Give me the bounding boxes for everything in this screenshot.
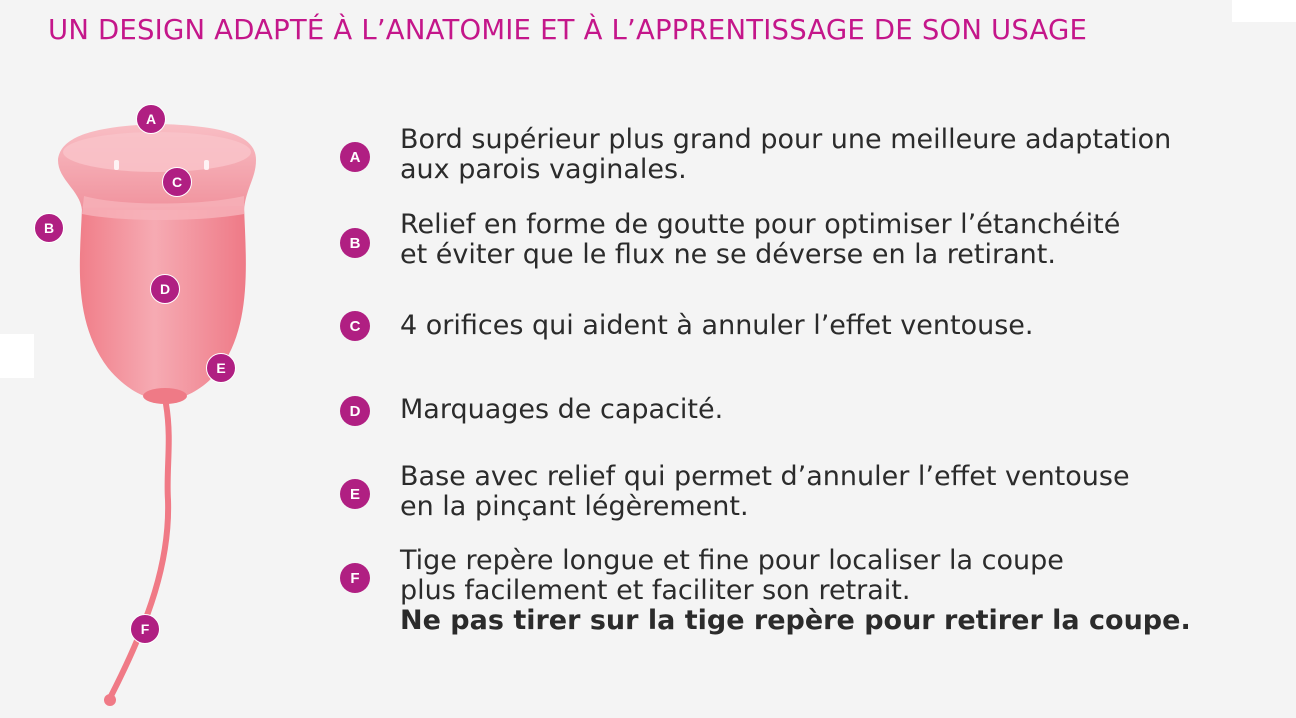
stem-tip bbox=[104, 694, 116, 706]
marker-d: D bbox=[150, 274, 180, 304]
cup-stem bbox=[110, 404, 169, 698]
item-f-badge: F bbox=[340, 563, 370, 593]
item-a-text bbox=[400, 125, 1171, 185]
marker-b: B bbox=[34, 213, 64, 243]
item-a-badge: A bbox=[340, 142, 370, 172]
item-c-line-1: 4 orifices qui aident à annuler l’effet ventouse. bbox=[400, 310, 1034, 341]
item-c-badge: C bbox=[340, 311, 370, 341]
item-b-line-2: et éviter que le flux ne se déverse en la retirant. bbox=[400, 239, 1056, 270]
item-e-text bbox=[400, 462, 1130, 522]
item-f-warning: Ne pas tirer sur la tige repère pour retirer la coupe. bbox=[400, 605, 1191, 636]
item-f-line-1: Tige repère longue et fine pour localiser la coupe bbox=[400, 545, 1064, 576]
marker-a: A bbox=[136, 104, 166, 134]
item-a-line-1: Bord supérieur plus grand pour une meilleure adaptation bbox=[400, 124, 1172, 155]
item-f-line-2: plus facilement et faciliter son retrait. bbox=[400, 575, 911, 606]
item-c-text bbox=[400, 311, 1033, 341]
item-e-line-2: en la pinçant légèrement. bbox=[400, 491, 749, 522]
cup-opening bbox=[63, 132, 251, 172]
item-e-line-1: Base avec relief qui permet d’annuler l’effet ventouse bbox=[400, 461, 1130, 492]
item-d-text bbox=[400, 395, 723, 425]
item-b-line-1: Relief en forme de goutte pour optimiser l’étanchéité bbox=[400, 209, 1121, 240]
item-b-badge: B bbox=[340, 228, 370, 258]
marker-e: E bbox=[206, 353, 236, 383]
marker-f: F bbox=[130, 614, 160, 644]
item-f-text bbox=[400, 546, 1191, 636]
page-title: UN DESIGN ADAPTÉ À L’ANATOMIE ET À L’APPRENTISSAGE DE SON USAGE bbox=[48, 14, 1088, 46]
item-e-badge: E bbox=[340, 479, 370, 509]
hole-2 bbox=[204, 160, 209, 170]
item-a-line-2: aux parois vaginales. bbox=[400, 154, 687, 185]
corner-white-panel bbox=[1232, 0, 1296, 22]
item-b-text bbox=[400, 210, 1120, 270]
marker-c: C bbox=[162, 167, 192, 197]
item-d-badge: D bbox=[340, 396, 370, 426]
item-d-line-1: Marquages de capacité. bbox=[400, 394, 724, 425]
hole-1 bbox=[114, 160, 119, 170]
